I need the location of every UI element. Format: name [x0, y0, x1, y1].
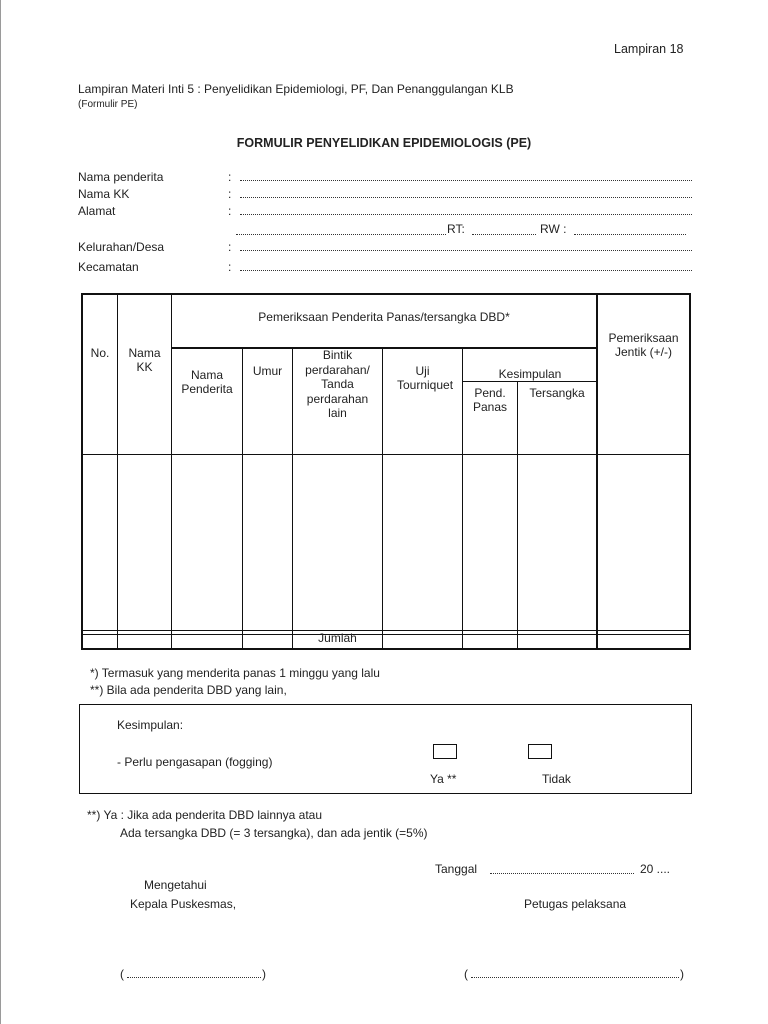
col-kesimpulan: Kesimpulan [498, 367, 562, 381]
row-jumlah: Jumlah [318, 631, 357, 645]
date-label: Tanggal [435, 862, 478, 876]
label-tidak: Tidak [542, 772, 571, 786]
label-kelurahan: Kelurahan/Desa [78, 240, 165, 254]
date-year: 20 .... [640, 862, 671, 876]
field-rw[interactable] [574, 234, 686, 235]
checkbox-ya[interactable] [433, 744, 457, 759]
checkbox-tidak[interactable] [528, 744, 552, 759]
field-alamat[interactable] [240, 214, 692, 215]
footnote-line-2: Ada tersangka DBD (= 3 tersangka), dan ada jentik (=5%) [120, 826, 428, 840]
col-nama-penderita: Nama Penderita [181, 368, 233, 396]
head-signature-field[interactable] [127, 977, 261, 978]
form-tag: (Formulir PE) [78, 99, 138, 110]
page-edge [0, 0, 1, 1024]
label-alamat: Alamat [78, 204, 116, 218]
colon: : [228, 240, 232, 254]
close-paren: ) [262, 967, 266, 981]
date-field[interactable] [490, 873, 634, 874]
field-nama-kk[interactable] [240, 197, 692, 198]
officer-label: Petugas pelaksana [524, 897, 627, 911]
col-no: No. [90, 346, 110, 360]
material-title: Lampiran Materi Inti 5 : Penyelidikan Epidemiologi, PF, Dan Penanggulangan KLB [78, 82, 514, 96]
colon: : [228, 170, 232, 184]
label-ya: Ya ** [430, 772, 457, 786]
label-nama-kk: Nama KK [78, 187, 130, 201]
label-rw: RW : [540, 222, 567, 236]
field-kelurahan[interactable] [240, 250, 692, 251]
fogging-item: - Perlu pengasapan (fogging) [117, 755, 273, 769]
note-2: **) Bila ada penderita DBD yang lain, [90, 683, 287, 697]
colon: : [228, 204, 232, 218]
known-by-label: Mengetahui [144, 878, 207, 892]
attachment-label: Lampiran 18 [614, 42, 684, 56]
col-umur: Umur [252, 364, 283, 378]
label-kecamatan: Kecamatan [78, 260, 139, 274]
col-nama-kk: Nama KK [128, 346, 161, 374]
colon: : [228, 260, 232, 274]
col-group-header: Pemeriksaan Penderita Panas/tersangka DBD* [258, 310, 510, 324]
col-pend-panas: Pend. Panas [472, 386, 508, 414]
field-nama-penderita[interactable] [240, 180, 692, 181]
form-title: FORMULIR PENYELIDIKAN EPIDEMIOLOGIS (PE) [236, 136, 532, 150]
field-alamat-line2[interactable] [236, 234, 446, 235]
col-jentik: Pemeriksaan Jentik (+/-) [608, 331, 679, 359]
open-paren: ( [464, 967, 468, 981]
colon: : [228, 187, 232, 201]
col-tersangka: Tersangka [529, 386, 585, 400]
head-label: Kepala Puskesmas, [130, 897, 237, 911]
note-1: *) Termasuk yang menderita panas 1 minggu yang lalu [90, 666, 380, 680]
col-bintik: Bintik perdarahan/ Tanda perdarahan lain [305, 348, 370, 420]
field-kecamatan[interactable] [240, 270, 692, 271]
open-paren: ( [120, 967, 124, 981]
label-nama-penderita: Nama penderita [78, 170, 164, 184]
field-rt[interactable] [472, 234, 536, 235]
col-uji: Uji Tourniquet [397, 364, 454, 392]
close-paren: ) [680, 967, 684, 981]
officer-signature-field[interactable] [471, 977, 679, 978]
label-rt: RT: [447, 222, 465, 236]
conclusion-label: Kesimpulan: [117, 718, 184, 732]
footnote-line-1: **) Ya : Jika ada penderita DBD lainnya atau [87, 808, 323, 822]
